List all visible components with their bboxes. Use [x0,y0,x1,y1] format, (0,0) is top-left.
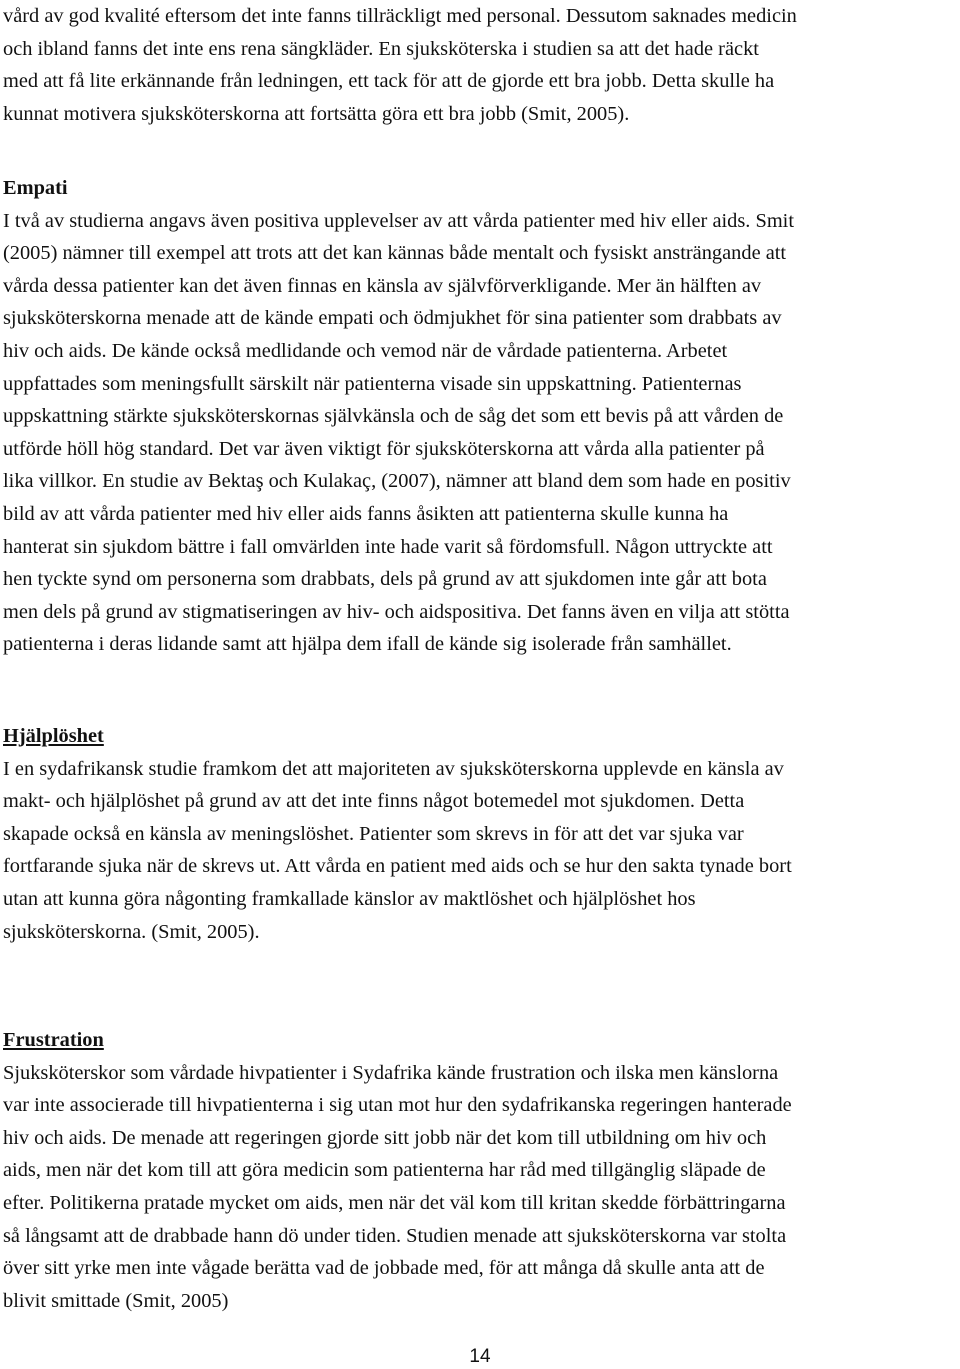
text-line: hen tyckte synd om personerna som drabbats, dels på grund av att sjukdomen inte går att bota [3,568,767,591]
text-line: hanterat sin sjukdom bättre i fall omvärlden inte hade varit så fördomsfull. Någon uttryckte att [3,535,773,558]
intro-text [3,0,797,130]
text-line: (2005) nämner till exempel att trots att det kan kännas både mentalt och fysiskt ansträngande att [3,242,787,265]
text-line: fortfarande sjuka när de skrevs ut. Att vårda en patient med aids och se hur den sakta tynade bort [3,855,792,878]
text-line: bild av att vårda patienter med hiv eller aids fanns åsikten att patienterna skulle kunna ha [3,502,729,525]
section-heading: Empati [3,177,68,199]
text-line: så långsamt att de drabbade hann dö under tiden. Studien menade att sjuksköterskorna var stolta [3,1224,787,1247]
text-line: sjuksköterskorna. (Smit, 2005). [3,920,260,943]
text-line: utan att kunna göra någonting framkallade känslor av maktlöshet och hjälplöshet hos [3,887,696,910]
section-body [3,753,792,949]
text-line: men dels på grund av stigmatiseringen av hiv- och aidspositiva. Det fanns även en vilja att stötta [3,600,790,623]
text-line: hiv och aids. De kände också medlidande och vemod när de vårdade patienterna. Arbetet [3,339,728,362]
text-line: kunnat motivera sjuksköterskorna att fortsätta göra ett bra jobb (Smit, 2005). [3,102,630,125]
section-heading: Hjälplöshet [3,725,104,747]
text-line: över sitt yrke men inte vågade berätta vad de jobbade med, för att många då skulle anta att de [3,1257,765,1280]
text-line: uppskattning stärkte sjuksköterskornas självkänsla och de såg det som ett bevis på att vården de [3,405,784,428]
text-line: uppfattades som meningsfullt särskilt när patienterna visade sin uppskattning. Patienternas [3,372,742,395]
text-line: patienterna i deras lidande samt att hjälpa dem ifall de kände sig isolerade från samhället. [3,633,732,656]
text-line: aids, men när det kom till att göra medicin som patienterna har råd med tillgänglig släpade de [3,1159,766,1182]
section-frustration [3,1024,792,1317]
text-line: sjuksköterskorna menade att de kände empati och ödmjukhet för sina patienter som drabbats av [3,307,782,330]
text-line: skapade också en känsla av meningslöshet. Patienter som skrevs in för att det var sjuka var [3,822,744,845]
text-line: hiv och aids. De menade att regeringen gjorde sitt jobb när det kom till utbildning om hiv och [3,1126,767,1149]
section-empati [3,172,794,661]
text-line: efter. Politikerna pratade mycket om aids, men när det väl kom till kritan skedde förbättringarna [3,1191,786,1214]
section-heading: Frustration [3,1029,104,1051]
text-line: I en sydafrikansk studie framkom det att majoriteten av sjuksköterskorna upplevde en känsla av [3,757,784,780]
page-number: 14 [469,1346,491,1367]
text-line: blivit smittade (Smit, 2005) [3,1289,229,1312]
section-body [3,205,794,661]
section-body [3,1057,792,1318]
intro-paragraph [3,0,797,130]
text-line: Sjuksköterskor som vårdade hivpatienter i Sydafrika kände frustration och ilska men känslorna [3,1061,779,1084]
text-line: I två av studierna angavs även positiva upplevelser av att vårda patienter med hiv eller aids. Smit [3,209,795,232]
text-line: lika villkor. En studie av Bektaş och Kulakaç, (2007), nämner att bland dem som hade en positiv [3,470,791,493]
text-line: med att få lite erkännande från ledningen, ett tack för att de gjorde ett bra jobb. Detta skulle ha [3,70,775,93]
text-line: utförde höll hög standard. Det var även viktigt för sjuksköterskorna att vårda alla patienter på [3,437,765,460]
text-line: och ibland fanns det inte ens rena sängkläder. En sjuksköterska i studien sa att det hade räckt [3,37,759,60]
text-line: var inte associerade till hivpatienterna i sig utan mot hur den sydafrikanska regeringen hanterade [3,1094,792,1117]
section-hjalploshet [3,720,792,948]
text-line: vårda dessa patienter kan det även finnas en känsla av självförverkligande. Mer än hälften av [3,274,762,297]
text-line: vård av god kvalité eftersom det inte fanns tillräckligt med personal. Dessutom saknades medicin [3,5,797,27]
text-line: makt- och hjälplöshet på grund av att det inte finns något botemedel mot sjukdomen. Detta [3,790,745,813]
